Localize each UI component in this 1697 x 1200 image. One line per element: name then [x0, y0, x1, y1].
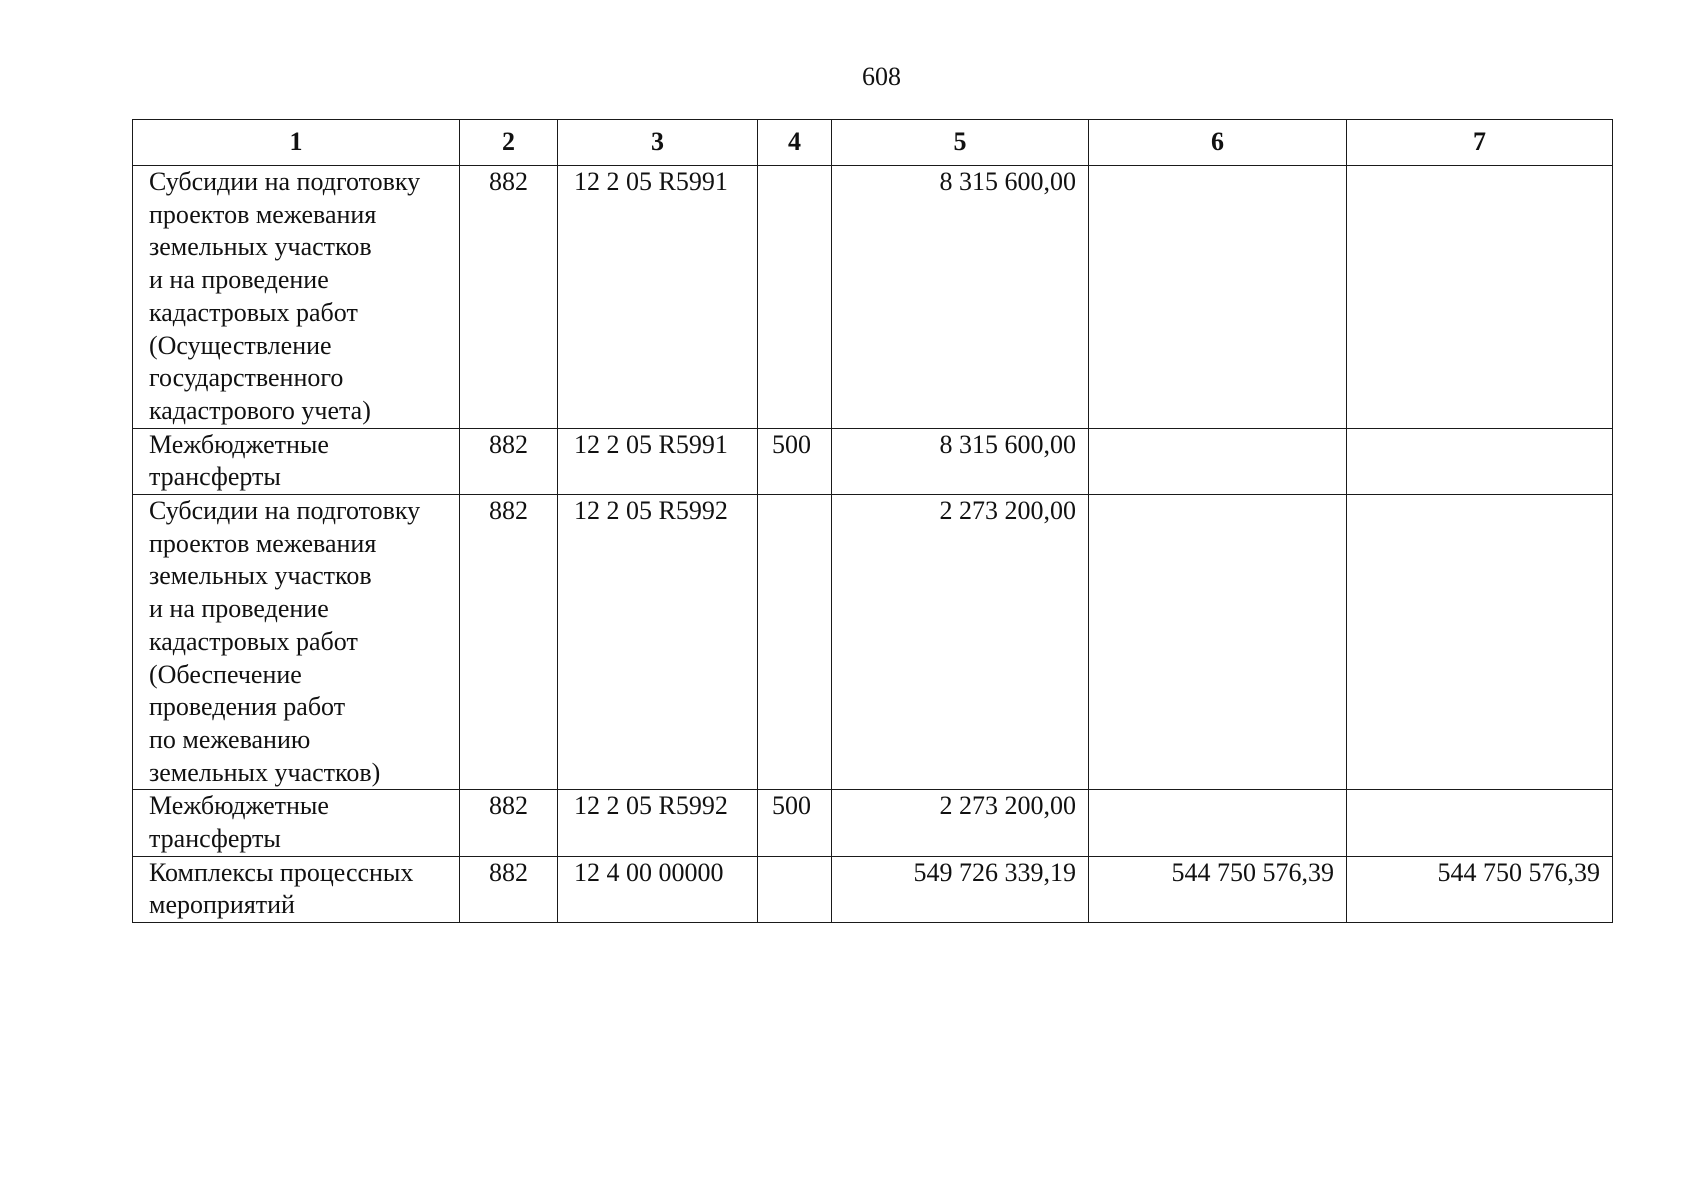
- row-name-line: и на проведение: [149, 594, 329, 624]
- row-admin-code: 882: [460, 856, 558, 922]
- row-name-line: кадастровых работ: [149, 626, 358, 656]
- row-expense-type: [758, 495, 832, 790]
- row-name-line: проведения работ: [149, 692, 346, 722]
- table-row: [133, 166, 1613, 429]
- row-name-line: кадастрового учета): [149, 395, 371, 425]
- table-row: [133, 790, 1613, 856]
- row-name-line: Комплексы процессных: [149, 857, 414, 887]
- row-class-code: 12 2 05 R5991: [558, 428, 758, 494]
- row-name-cell: [133, 790, 460, 856]
- row-admin-code: 882: [460, 166, 558, 429]
- page-number: 608: [862, 62, 901, 91]
- row-name-cell: [133, 428, 460, 494]
- row-amount-col5: 2 273 200,00: [832, 790, 1089, 856]
- row-name-line: по межеванию: [149, 724, 311, 754]
- row-amount-col6: [1089, 495, 1347, 790]
- row-name-line: кадастровых работ: [149, 297, 358, 327]
- budget-table: [132, 119, 1613, 923]
- row-amount-col6: [1089, 166, 1347, 429]
- row-name-line: Межбюджетные: [149, 429, 329, 459]
- table-row: [133, 428, 1613, 494]
- row-name-cell: [133, 856, 460, 922]
- row-amount-col7: [1347, 166, 1613, 429]
- row-name-line: и на проведение: [149, 265, 329, 295]
- row-name-cell: [133, 495, 460, 790]
- header-col-5: 5: [832, 120, 1089, 166]
- row-amount-col5: 549 726 339,19: [832, 856, 1089, 922]
- table-row: [133, 856, 1613, 922]
- row-amount-col7: [1347, 495, 1613, 790]
- header-col-2: 2: [460, 120, 558, 166]
- row-name-line: (Обеспечение: [149, 659, 302, 689]
- row-class-code: 12 2 05 R5992: [558, 790, 758, 856]
- row-name-cell: [133, 166, 460, 429]
- row-amount-col5: 8 315 600,00: [832, 428, 1089, 494]
- row-class-code: 12 2 05 R5991: [558, 166, 758, 429]
- header-row: [133, 120, 1613, 166]
- row-admin-code: 882: [460, 495, 558, 790]
- row-amount-col7: 544 750 576,39: [1347, 856, 1613, 922]
- header-col-3: 3: [558, 120, 758, 166]
- row-name-line: мероприятий: [149, 890, 295, 920]
- row-amount-col6: [1089, 428, 1347, 494]
- row-admin-code: 882: [460, 790, 558, 856]
- row-amount-col7: [1347, 428, 1613, 494]
- header-col-1: 1: [133, 120, 460, 166]
- row-name-line: земельных участков: [149, 232, 372, 262]
- row-expense-type: [758, 856, 832, 922]
- row-name-line: проектов межевания: [149, 528, 377, 558]
- row-admin-code: 882: [460, 428, 558, 494]
- row-name-line: земельных участков: [149, 561, 372, 591]
- row-name-line: Субсидии на подготовку: [149, 496, 421, 526]
- row-name-line: земельных участков): [149, 757, 381, 787]
- header-col-7: 7: [1347, 120, 1613, 166]
- header-col-6: 6: [1089, 120, 1347, 166]
- row-class-code: 12 4 00 00000: [558, 856, 758, 922]
- table-row: [133, 495, 1613, 790]
- row-amount-col6: 544 750 576,39: [1089, 856, 1347, 922]
- row-amount-col7: [1347, 790, 1613, 856]
- row-class-code: 12 2 05 R5992: [558, 495, 758, 790]
- row-name-line: Межбюджетные: [149, 791, 329, 821]
- row-amount-col5: 8 315 600,00: [832, 166, 1089, 429]
- header-col-4: 4: [758, 120, 832, 166]
- row-name-line: Субсидии на подготовку: [149, 167, 421, 196]
- row-name-line: трансферты: [149, 824, 281, 854]
- row-expense-type: 500: [758, 790, 832, 856]
- row-amount-col5: 2 273 200,00: [832, 495, 1089, 790]
- row-name-line: (Осуществление: [149, 330, 332, 360]
- row-expense-type: 500: [758, 428, 832, 494]
- row-amount-col6: [1089, 790, 1347, 856]
- row-name-line: трансферты: [149, 462, 281, 492]
- row-expense-type: [758, 166, 832, 429]
- row-name-line: государственного: [149, 363, 344, 393]
- row-name-line: проектов межевания: [149, 199, 377, 229]
